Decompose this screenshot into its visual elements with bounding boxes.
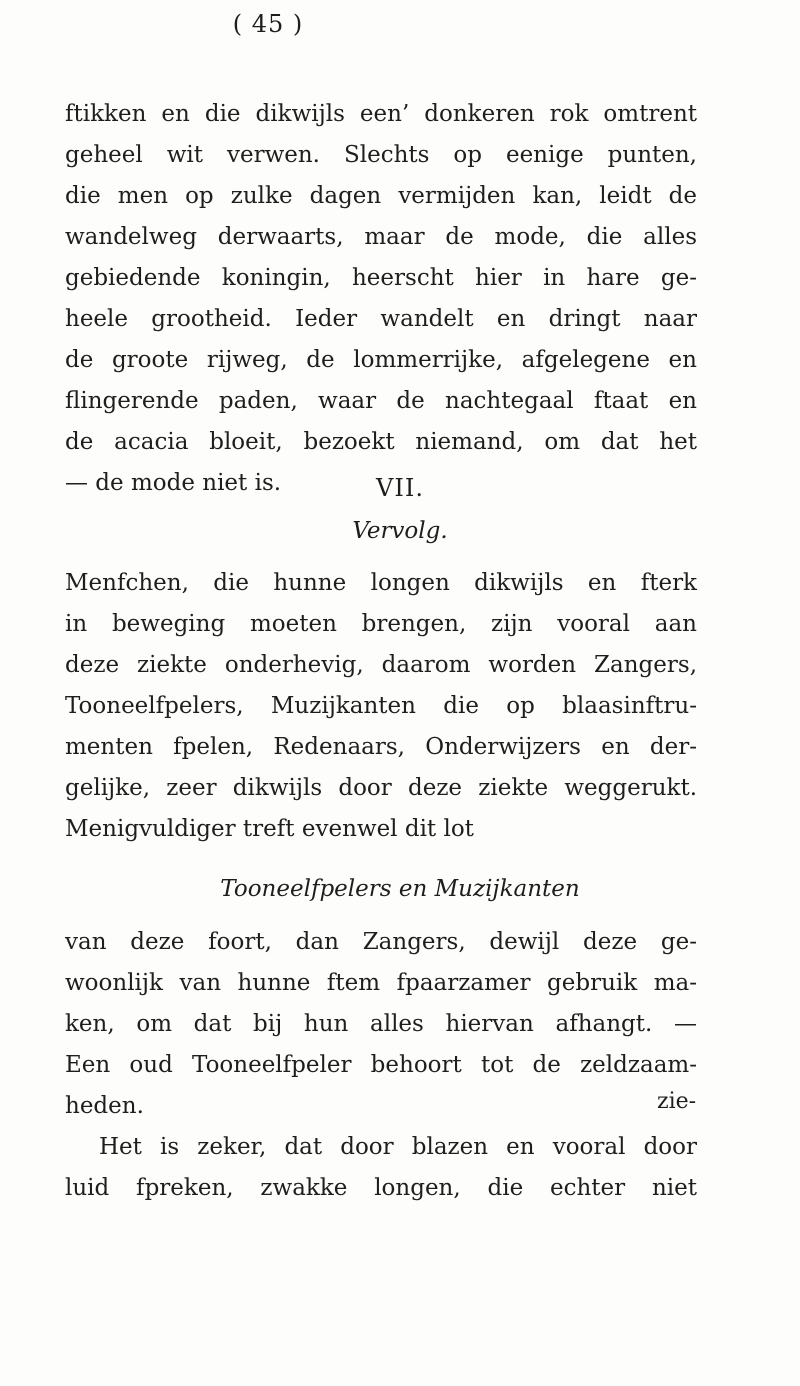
- text-line: van deze foort, dan Zangers, dewijl deze ge-: [65, 929, 697, 955]
- text-line: geheel wit verwen. Slechts op eenige punten,: [65, 142, 697, 168]
- paragraph-2: [65, 563, 697, 850]
- text-line: woonlijk van hunne ftem fpaarzamer gebruik ma-: [65, 970, 697, 996]
- paragraph-3: [65, 922, 697, 1209]
- text-line: — de mode niet is.: [65, 470, 282, 496]
- text-line: heele grootheid. Ieder wandelt en dringt naar: [65, 306, 697, 332]
- text-line: Tooneelfpelers, Muzijkanten die op blaasinftru-: [65, 693, 697, 719]
- text-line: Een oud Tooneelfpeler behoort tot de zeldzaam-: [65, 1052, 697, 1078]
- text-line: de groote rijweg, de lommerrijke, afgelegene en: [65, 347, 697, 373]
- section-number: VII.: [376, 474, 424, 502]
- text-line: die men op zulke dagen vermijden kan, leidt de: [65, 183, 697, 209]
- text-line: wandelweg derwaarts, maar de mode, die alles: [65, 224, 697, 250]
- subheading: Tooneelfpelers en Muzijkanten: [220, 876, 580, 902]
- text-line: de acacia bloeit, bezoekt niemand, om dat het: [65, 429, 697, 455]
- page-number: ( 45 ): [232, 10, 304, 38]
- text-line: heden.: [65, 1093, 144, 1119]
- text-line: luid fpreken, zwakke longen, die echter niet: [65, 1175, 697, 1201]
- catchword: zie-: [657, 1089, 697, 1114]
- paragraph-1: [65, 94, 697, 504]
- text-line: ftikken en die dikwijls een’ donkeren rok omtrent: [65, 101, 697, 127]
- text-line: Het is zeker, dat door blazen en vooral door: [99, 1134, 697, 1160]
- text-line: ken, om dat bij hun alles hiervan afhangt. —: [65, 1011, 697, 1037]
- text-line: Menigvuldiger treft evenwel dit lot: [65, 816, 474, 842]
- text-line: gebiedende koningin, heerscht hier in hare ge-: [65, 265, 697, 291]
- text-line: deze ziekte onderhevig, daarom worden Zangers,: [65, 652, 697, 678]
- text-line: in beweging moeten brengen, zijn vooral aan: [65, 611, 697, 637]
- text-line: gelijke, zeer dikwijls door deze ziekte weggerukt.: [65, 775, 697, 801]
- text-line: flingerende paden, waar de nachtegaal ftaat en: [65, 388, 697, 414]
- text-line: menten fpelen, Redenaars, Onderwijzers en der-: [65, 734, 697, 760]
- text-line: Menfchen, die hunne longen dikwijls en fterk: [65, 570, 697, 596]
- section-title: Vervolg.: [352, 518, 448, 544]
